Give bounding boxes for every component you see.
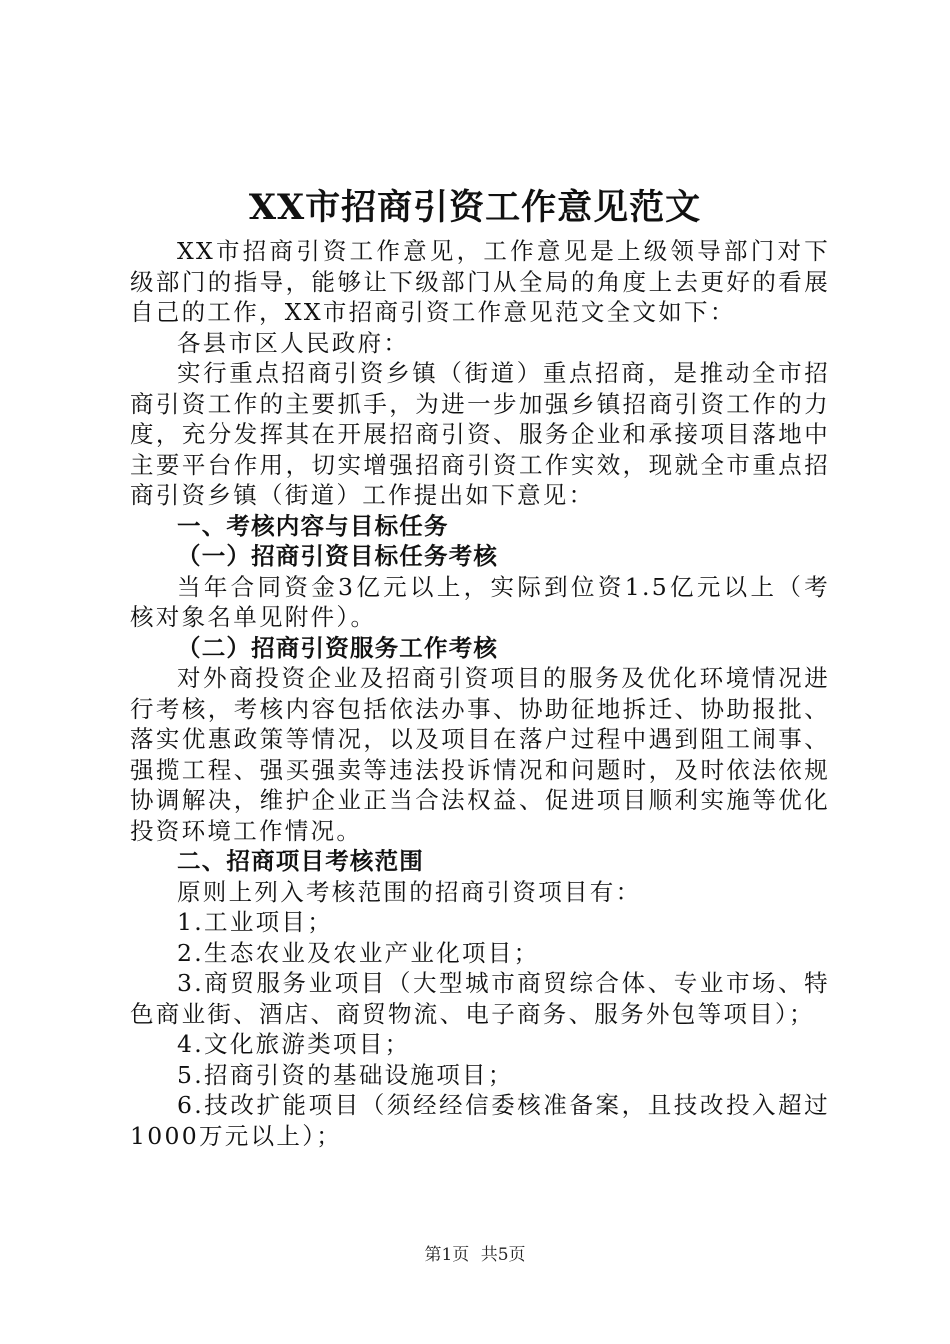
section-heading: 二、招商项目考核范围 [177, 847, 424, 875]
subsection-heading: （一）招商引资目标任务考核 [177, 542, 499, 570]
list-item: 6.技改扩能项目（须经经信委核准备案，且技改投入超过1000万元以上）； [130, 1091, 830, 1150]
paragraph: 各县市区人民政府： [177, 328, 410, 357]
page-total: 共5页 [480, 1245, 526, 1265]
paragraph: 实行重点招商引资乡镇（街道）重点招商，是推动全市招商引资工作的主要抓手，为进一步加强乡镇招商引资工作的力度，充分发挥其在开展招商引资、服务企业和承接项目落地中主要平台作用，切实增强招商引资工作实效，现就全市重点招商引资乡镇（街道）工作提出如下意见： [130, 359, 830, 509]
page-number: 第1页 [424, 1245, 470, 1265]
paragraph: 当年合同资金3亿元以上，实际到位资1.5亿元以上（考核对象名单见附件）。 [130, 572, 830, 631]
document-title: XX市招商引资工作意见范文 [248, 187, 702, 228]
list-item: 5.招商引资的基础设施项目； [177, 1060, 514, 1089]
list-item: 2.生态农业及农业产业化项目； [177, 938, 540, 967]
section-heading: 一、考核内容与目标任务 [177, 511, 449, 540]
paragraph: 对外商投资企业及招商引资项目的服务及优化环境情况进行考核，考核内容包括依法办事、协助征地拆迁、协助报批、落实优惠政策等情况，以及项目在落户过程中遇到阻工闹事、强揽工程、强买强卖等违法投诉情况和问题时，及时依法依规协调解决，维护企业正当合法权益、促进项目顺利实施等优化投资环境工作情况。 [130, 664, 830, 845]
document-body [130, 236, 830, 1151]
list-item: 1.工业项目； [177, 908, 334, 936]
page-footer [0, 1244, 950, 1266]
paragraph: XX市招商引资工作意见，工作意见是上级领导部门对下级部门的指导，能够让下级部门从全局的角度上去更好的看展自己的工作，XX市招商引资工作意见范文全文如下： [130, 237, 830, 326]
subsection-heading: （二）招商引资服务工作考核 [177, 633, 499, 662]
list-item: 4.文化旅游类项目； [177, 1030, 411, 1058]
list-item: 3.商贸服务业项目（大型城市商贸综合体、专业市场、特色商业街、酒店、商贸物流、电子商务、服务外包等项目）； [130, 969, 830, 1028]
paragraph: 原则上列入考核范围的招商引资项目有： [177, 877, 642, 906]
